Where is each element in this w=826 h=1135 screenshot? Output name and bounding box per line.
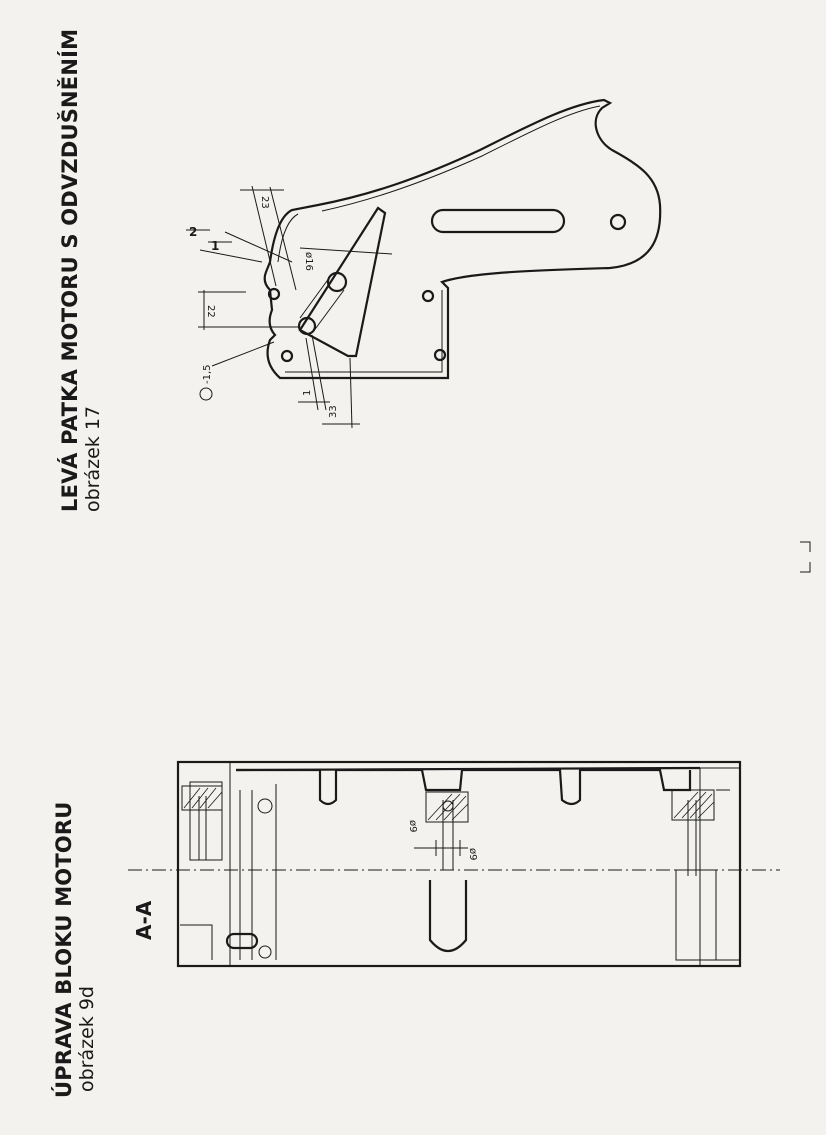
- bracket-slot: [432, 210, 564, 232]
- engine-block-section: [128, 762, 780, 966]
- dim-33: 33: [328, 405, 339, 418]
- dim-16: ø16: [303, 252, 314, 271]
- vent-tube: [300, 208, 385, 356]
- figure-9d-subtitle: obrázek 9d: [76, 986, 98, 1092]
- flatness-symbol: [200, 388, 212, 400]
- section-label-a-a: A-A: [132, 900, 156, 940]
- bracket-hole-3: [423, 291, 433, 301]
- bracket-inner-outline: [278, 106, 600, 372]
- dim-9-upper: ø9: [407, 820, 418, 833]
- motor-bracket-drawing: [186, 100, 810, 572]
- bracket-hole-right: [611, 215, 625, 229]
- section-mark-2: 2: [189, 225, 198, 239]
- dim-1-5: -1,5: [202, 364, 213, 384]
- bracket-hole-4: [435, 350, 445, 360]
- dim-1: 1: [302, 389, 313, 396]
- dim-9-lower: ø9: [467, 848, 478, 861]
- figure-9d-title: ÚPRAVA BLOKU MOTORU: [52, 801, 76, 1098]
- figure-17-title: LEVÁ PATKA MOTORU S ODVZDUŠNĚNÍM: [58, 28, 82, 512]
- bracket-hole-2: [282, 351, 292, 361]
- dim-22: 22: [205, 305, 216, 318]
- bracket-outline: [265, 100, 661, 378]
- section-mark-1: 1: [211, 239, 220, 253]
- dim-23: 23: [259, 196, 270, 209]
- figure-17-subtitle: obrázek 17: [82, 405, 104, 512]
- block-outline: [178, 762, 740, 966]
